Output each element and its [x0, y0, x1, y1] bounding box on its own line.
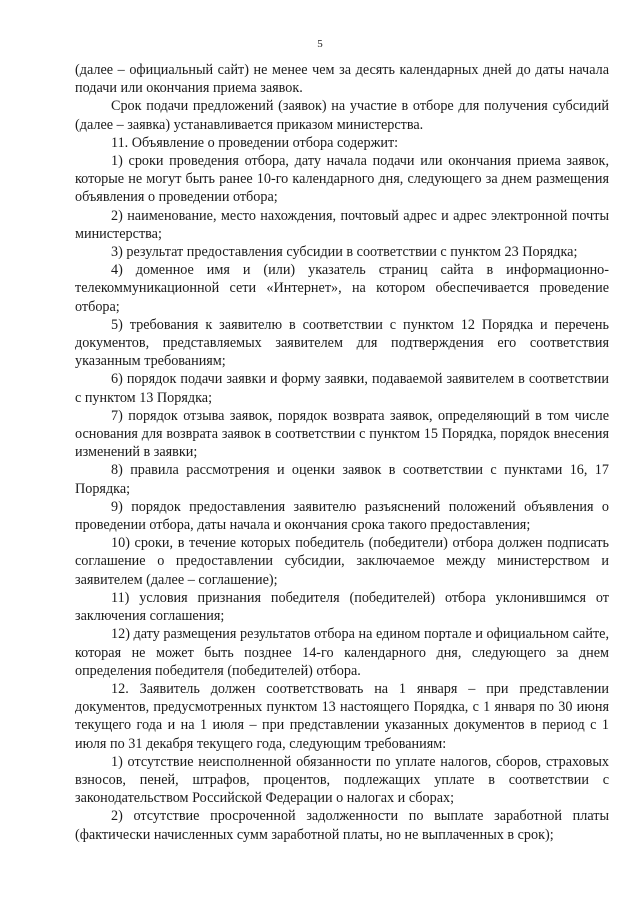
paragraph: 12) дату размещения результатов отбора на едином портале и официальном сайте, которая не может быть позднее 14-го календарного дня, следующего за днем определения победителя (победителей) отбора. [75, 626, 609, 679]
paragraph: 10) сроки, в течение которых победитель (победители) отбора должен подписать соглашение о предоставлении субсидии, заключаемое между министерством и заявителем (далее – соглашение); [75, 535, 609, 588]
document-body [75, 61, 609, 844]
paragraph: 5) требования к заявителю в соответствии с пунктом 12 Порядка и перечень документов, представляемых заявителем для подтверждения его соответствия указанным требованиям; [75, 316, 609, 370]
paragraph: 2) отсутствие просроченной задолженности по выплате заработной платы (фактически начисленных сумм заработной платы, но не выплаченных в срок); [75, 808, 609, 843]
paragraph: 11. Объявление о проведении отбора содержит: [111, 134, 399, 151]
paragraph: 8) правила рассмотрения и оценки заявок в соответствии с пунктами 16, 17 Порядка; [75, 462, 609, 497]
paragraph: 12. Заявитель должен соответствовать на 1 января – при представлении документов, предусмотренных пунктом 13 настоящего Порядка, с 1 января по 30 июня текущего года и на 1 июля – при представлении указанных документов в период с 1 июля по 31 декабря текущего года, следующим требованиям: [75, 680, 609, 752]
paragraph: 4) доменное имя и (или) указатель страниц сайта в информационно-телекоммуникационной сети «Интернет», на котором обеспечивается проведение отбора; [75, 262, 609, 315]
paragraph: 3) результат предоставления субсидии в соответствии с пунктом 23 Порядка; [111, 244, 578, 261]
paragraph: (далее – официальный сайт) не менее чем за десять календарных дней до даты начала подачи или окончания приема заявок. [75, 62, 609, 97]
paragraph: 7) порядок отзыва заявок, порядок возврата заявок, определяющий в том числе основания для возврата заявок в соответствии с пунктом 15 Порядка, порядок внесения изменений в заявки; [75, 407, 609, 461]
page-number: 5 [317, 38, 323, 50]
paragraph: 11) условия признания победителя (победителей) отбора уклонившимся от заключения соглашения; [75, 589, 609, 625]
paragraph: 2) наименование, место нахождения, почтовый адрес и адрес электронной почты министерства; [75, 207, 609, 242]
paragraph: 6) порядок подачи заявки и форму заявки, подаваемой заявителем в соответствии с пунктом 13 Порядка; [75, 371, 609, 406]
paragraph: 1) отсутствие неисполненной обязанности по уплате налогов, сборов, страховых взносов, пеней, штрафов, процентов, подлежащих уплате в соответствии с законодательством Российской Федерации о налогах и сборах; [75, 753, 609, 807]
paragraph: Срок подачи предложений (заявок) на участие в отборе для получения субсидий (далее – заявка) устанавливается приказом министерства. [75, 98, 609, 133]
paragraph: 1) сроки проведения отбора, дату начала подачи или окончания приема заявок, которые не могут быть ранее 10-го календарного дня, следующего за днем размещения объявления о проведении отбора; [75, 153, 609, 206]
paragraph: 9) порядок предоставления заявителю разъяснений положений объявления о проведении отбора, даты начала и окончания срока такого предоставления; [75, 498, 609, 534]
